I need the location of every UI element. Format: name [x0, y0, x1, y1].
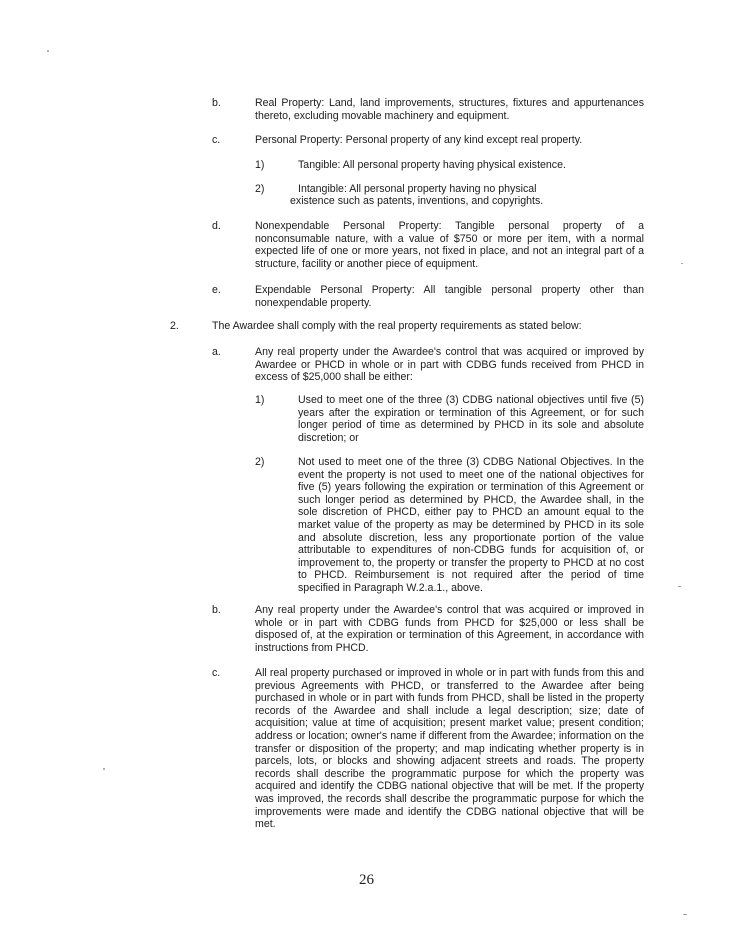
item-label: b. — [212, 604, 221, 616]
real-property-under-threshold: Any real property under the Awardee's control that was acquired or improved in whole or in part with CDBG funds from PHCD for $25,000 or less shall be disposed of, at the expiration or termination of this Agreement, in accordance with instructions from PHCD. — [255, 604, 644, 654]
definition-nonexpendable: Nonexpendable Personal Property: Tangible personal property of a nonconsumable nature, with a value of $750 or more per item, with a normal expected life of one or more years, not fixed in place, and not an integral part of a structure, facility or another piece of equipment. — [255, 220, 644, 270]
item-label: a. — [212, 346, 221, 358]
item-label: c. — [212, 134, 221, 146]
national-objective-used: Used to meet one of the three (3) CDBG national objectives until five (5) years after the expiration or termination of this Agreement, or for such longer period of time as determined by PHCD in its sole and absolute discretion; or — [298, 394, 644, 444]
definition-intangible-line2: existence such as patents, inventions, and copyrights. — [290, 195, 544, 207]
scan-speck — [681, 263, 683, 264]
definition-intangible-line1: Intangible: All personal property having no physical — [298, 183, 537, 195]
definition-tangible: Tangible: All personal property having physical existence. — [298, 159, 566, 171]
definition-expendable: Expendable Personal Property: All tangible personal property other than nonexpendable property. — [255, 284, 644, 309]
subitem-label: 2) — [255, 456, 265, 468]
item-label: d. — [212, 220, 221, 232]
item-label: c. — [212, 667, 221, 679]
scan-speck — [678, 586, 681, 587]
item-label: b. — [212, 97, 221, 109]
definition-personal-property: Personal Property: Personal property of any kind except real property. — [255, 134, 583, 146]
section-number: 2. — [170, 320, 179, 332]
section-intro-text: The Awardee shall comply with the real property requirements as stated below: — [212, 320, 582, 332]
subitem-label: 1) — [255, 394, 265, 406]
national-objective-not-used: Not used to meet one of the three (3) CDBG National Objectives. In the event the property is not used to meet one of the national objectives for five (5) years following the expiration or termination of this Agreement or such longer period as determined by PHCD, the Awardee shall, in the sole discretion of PHCD, either pay to PHCD an amount equal to the market value of the property as may be determined by PHCD in its sole and absolute discretion, less any proportionate portion of the value attributable to expenditures of non-CDBG funds for acquisition of, or improvement to, the property or transfer the property to PHCD at no cost to PHCD. Reimbursement is not required after the period of time specified in Paragraph W.2.a.1., above. — [298, 456, 644, 594]
scan-speck — [103, 768, 105, 770]
scan-speck — [683, 914, 687, 915]
subitem-label: 2) — [255, 183, 265, 195]
scan-speck — [47, 50, 49, 52]
real-property-over-threshold: Any real property under the Awardee's control that was acquired or improved by Awardee or PHCD in whole or in part with CDBG funds received from PHCD in excess of $25,000 shall be either: — [255, 346, 644, 384]
subitem-label: 1) — [255, 159, 265, 171]
item-label: e. — [212, 284, 221, 296]
property-records-requirement: All real property purchased or improved in whole or in part with funds from this and previous Agreements with PHCD, or transferred to the Awardee after being purchased in whole or in part with funds from PHCD, shall be listed in the property records of the Awardee and shall include a legal description; size; date of acquisition; value at time of acquisition; present market value; present condition; address or location; owner's name if different from the Awardee; information on the transfer or disposition of the property; and map indicating whether property is in parcels, lots, or blocks and showing adjacent streets and roads. The property records shall describe the programmatic purpose for which the property was acquired and identify the CDBG national objective that will be met. If the property was improved, the records shall describe the programmatic purpose for which the improvements were made and identify the CDBG national objective that will be met. — [255, 667, 644, 831]
definition-real-property: Real Property: Land, land improvements, structures, fixtures and appurtenances thereto, excluding movable machinery and equipment. — [255, 97, 644, 122]
page-number: 26 — [359, 872, 374, 888]
